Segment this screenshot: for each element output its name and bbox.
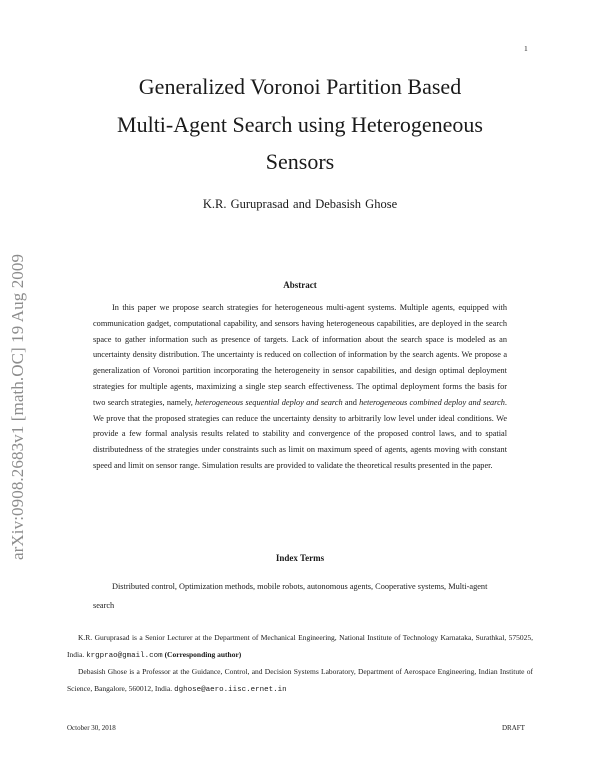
abstract-italic-term: heterogeneous combined deploy and search <box>359 397 505 407</box>
corresponding-author-note: (Corresponding author) <box>164 650 242 659</box>
page-number: 1 <box>524 44 528 53</box>
abstract-text: In this paper we propose search strategies for heterogeneous multi-agent systems. Multiple agents, equipped with communication gadget, computational capability, and sensors having heterogeneous capabilities, are deployed in the search space to gather information such as presence of targets. Lack of information about the search space is modeled as an uncertainty density distribution. The uncertainty is reduced on collection of information by the search agents. We propose a generalization of Voronoi partition incorporating the heterogeneity in sensor capabilities, and design optimal deployment strategies for multiple agents, maximizing a single step search effectiveness. The optimal deployment forms the basis for two search strategies, namely, <box>93 303 507 407</box>
title-line: Multi-Agent Search using Heterogeneous <box>117 111 483 137</box>
abstract-heading: Abstract <box>283 280 317 290</box>
abstract-body <box>93 300 507 474</box>
abstract-text: . We prove that the proposed strategies can reduce the uncertainty density to arbitrarily low level under ideal conditions. We provide a few formal analysis results related to stability and convergence of the proposed control laws, and to spatial distributedness of the strategies under constraints such as limit on maximum speed of agents, agents moving with constant speed and limit on sensor range. Simulation results are provided to validate the theoretical results presented in the paper. <box>93 397 507 470</box>
footnote-author-1 <box>67 629 533 665</box>
index-terms-heading: Index Terms <box>275 553 325 563</box>
index-terms-body: Distributed control, Optimization methods, mobile robots, autonomous agents, Cooperative systems, Multi-agent search <box>93 582 488 610</box>
email-link[interactable]: dghose@aero.iisc.ernet.in <box>174 686 287 694</box>
paper-title <box>80 68 520 181</box>
footer-date: October 30, 2018 <box>67 724 116 732</box>
footnote-text: Debasish Ghose is a Professor at the Guidance, Control, and Decision Systems Laboratory, Department of Aerospace Engineering, Indian Institute of Science, Bangalore, 560012, India. <box>67 667 533 693</box>
authors: K.R. Guruprasad and Debasish Ghose <box>202 197 398 211</box>
title-line: Generalized Voronoi Partition Based <box>138 74 462 99</box>
footer-status: DRAFT <box>502 724 525 732</box>
title-line: Sensors <box>265 149 335 174</box>
footnote-text: K.R. Guruprasad is a Senior Lecturer at the Department of Mechanical Engineering, National Institute of Technology Karnataka, Surathkal, 575025, India. <box>67 633 533 659</box>
email-link[interactable]: krgprao@gmail.com <box>86 652 163 660</box>
arxiv-stamp: arXiv:0908.2683v1 [math.OC] 19 Aug 2009 <box>8 253 27 560</box>
abstract-text: and <box>342 397 360 407</box>
abstract-italic-term: heterogeneous sequential deploy and search <box>195 397 343 407</box>
footnote-author-2 <box>67 663 533 699</box>
